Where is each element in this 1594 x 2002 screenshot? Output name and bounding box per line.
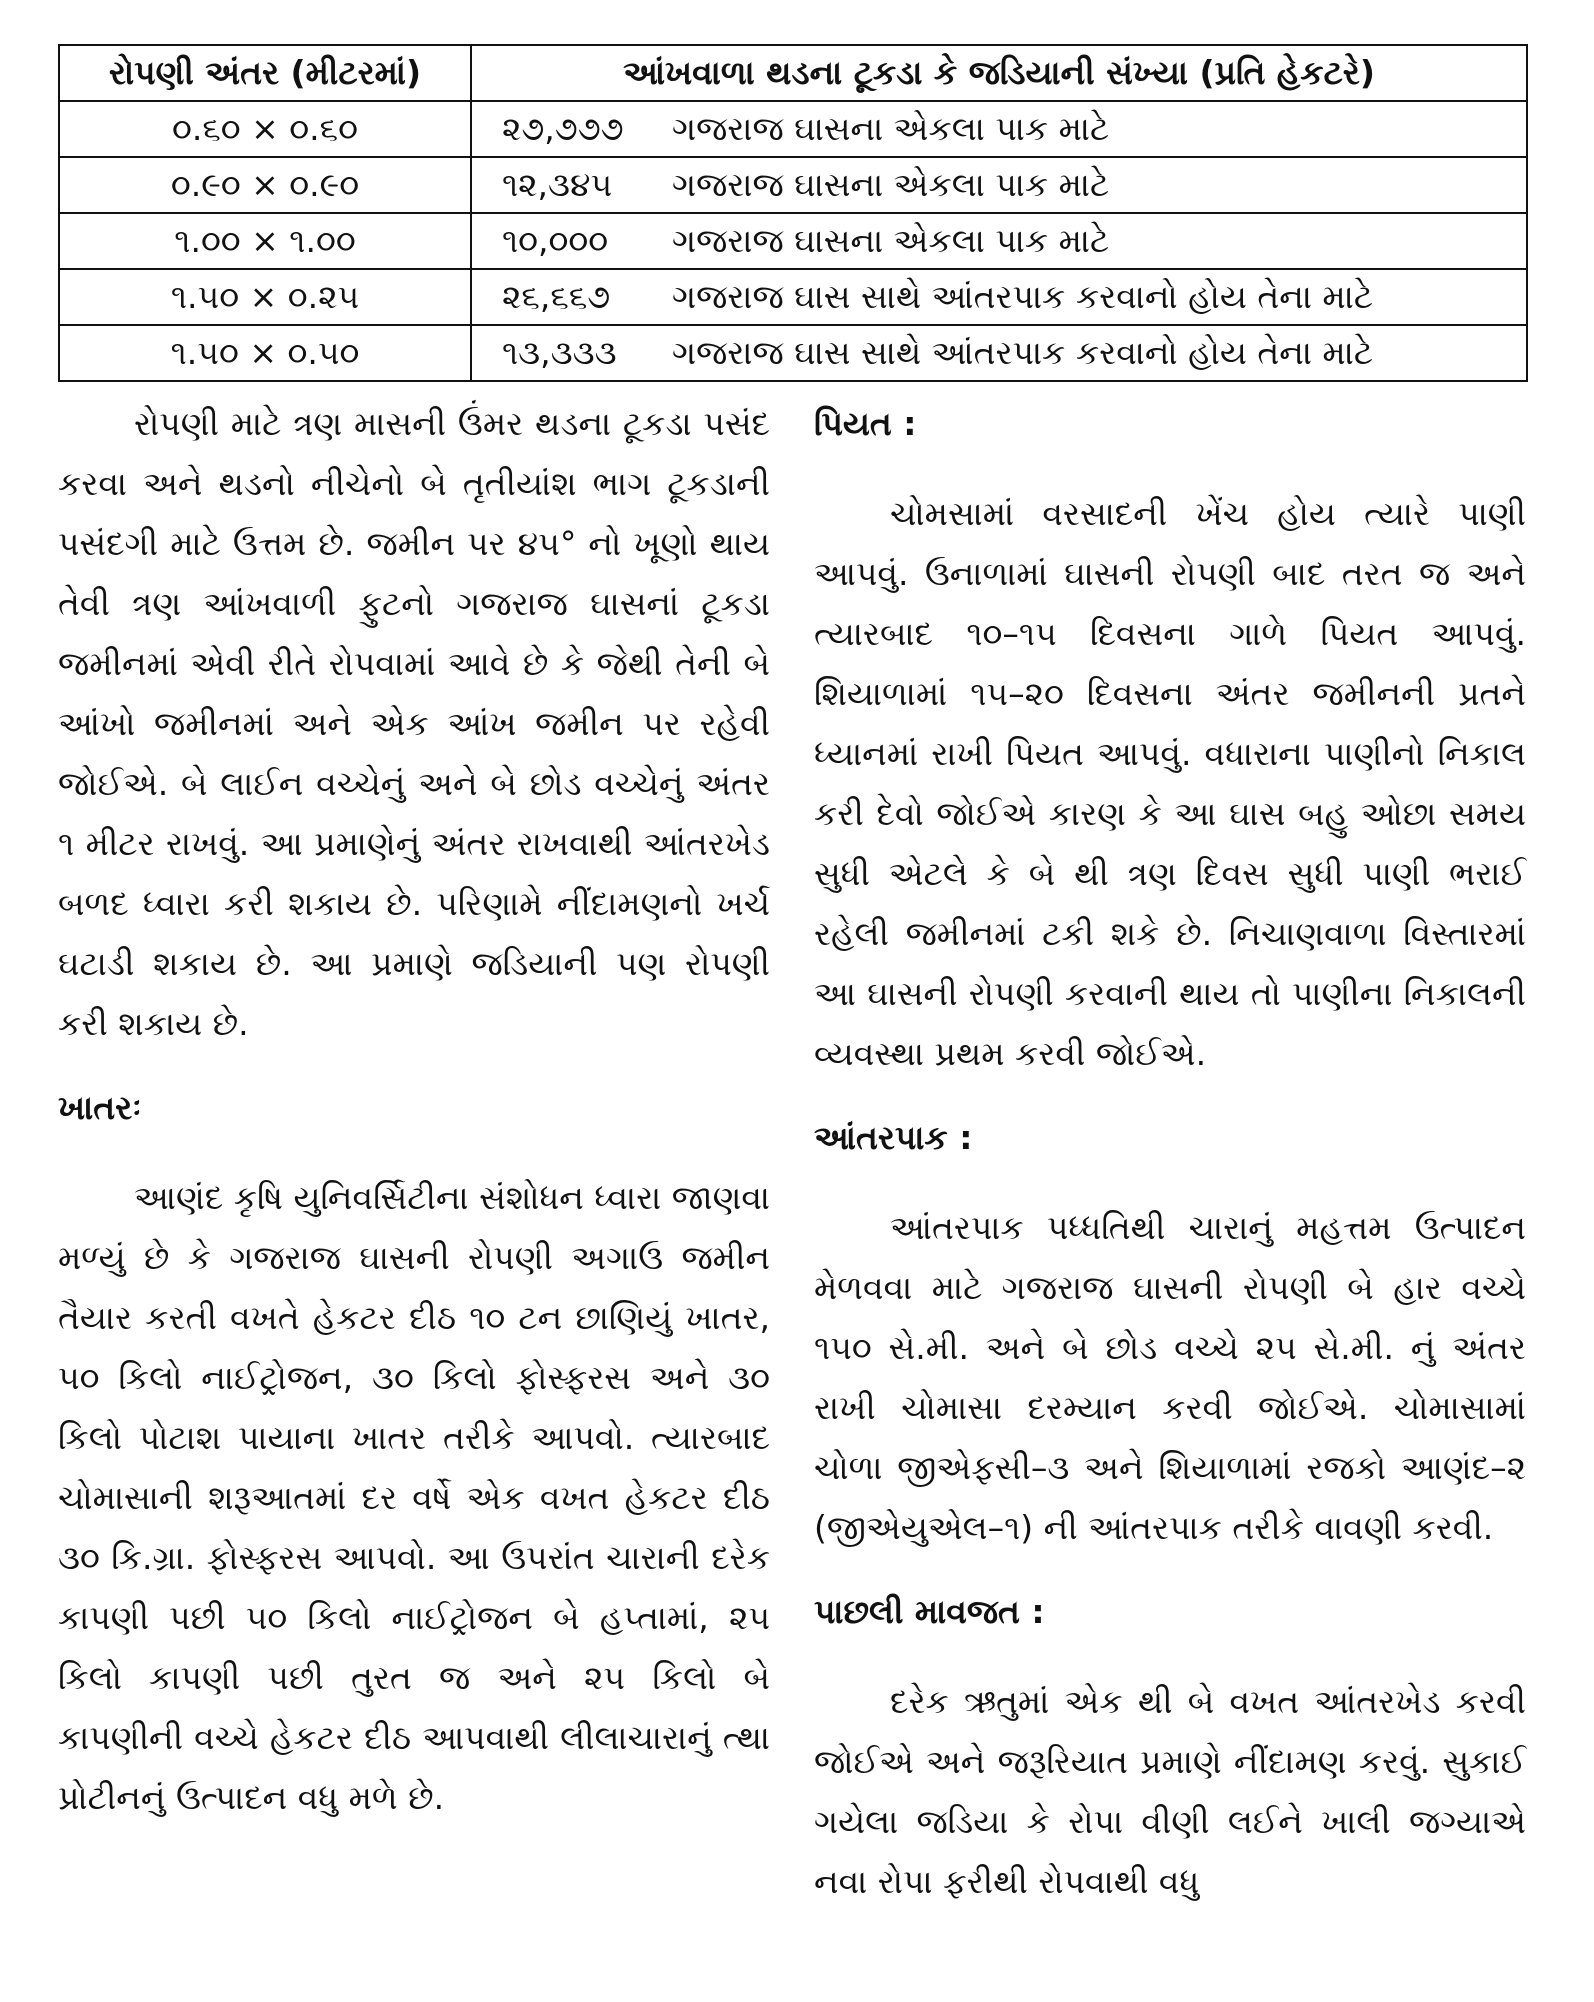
cell-count-note — [471, 269, 1527, 325]
cell-count-note — [471, 157, 1527, 213]
fertilizer-heading: ખાતરઃ — [58, 1088, 142, 1127]
intercrop-paragraph: આંતરપાક પધ્ધતિથી ચારાનું મહત્તમ ઉત્પાદન મેળવવા માટે ગજરાજ ઘાસની રોપણી બે હાર વચ્ચે ૧૫૦ સે.મી. અને બે છોડ વચ્ચે ૨૫ સે.મી. નું અંતર રાખી ચોમાસા દરમ્યાન કરવી જોઈએ. ચોમાસામાં ચોળા જીએફસી–૩ અને શિયાળામાં રજકો આણંદ–૨ (જીએયુએલ–૧) ની આંતરપાક તરીકે વાવણી કરવી. — [814, 1208, 1526, 1547]
cell-spacing: ૧.૫૦ × ૦.૫૦ — [59, 325, 471, 381]
table-row — [59, 325, 1527, 381]
right-column — [814, 394, 1526, 1912]
table-row — [59, 101, 1527, 157]
table-row — [59, 157, 1527, 213]
aftercare-heading: પાછલી માવજત : — [814, 1592, 1045, 1631]
left-column — [58, 394, 770, 1828]
spacing-table — [58, 44, 1528, 382]
irrigation-paragraph: ચોમસામાં વરસાદની ખેંચ હોય ત્યારે પાણી આપવું. ઉનાળામાં ઘાસની રોપણી બાદ તરત જ અને ત્યારબાદ ૧૦–૧૫ દિવસના ગાળે પિયત આપવું. શિયાળામાં ૧૫–૨૦ દિવસના અંતર જમીનની પ્રતને ધ્યાનમાં રાખી પિયત આપવું. વધારાના પાણીનો નિકાલ કરી દેવો જોઈએ કારણ કે આ ઘાસ બહુ ઓછા સમય સુધી એટલે કે બે થી ત્રણ દિવસ સુધી પાણી ભરાઈ રહેલી જમીનમાં ટકી શકે છે. નિચાણવાળા વિસ્તારમાં આ ઘાસની રોપણી કરવાની થાય તો પાણીના નિકાલની વ્યવસ્થા પ્રથમ કરવી જોઈએ. — [814, 494, 1526, 1073]
aftercare-paragraph: દરેક ઋતુમાં એક થી બે વખત આંતરખેડ કરવી જોઈએ અને જરૂરિયાત પ્રમાણે નીંદામણ કરવું. સુકાઈ ગયેલા જડિયા કે રોપા વીણી લઈને ખાલી જગ્યાએ નવા રોપા ફરીથી રોપવાથી વધુ — [814, 1682, 1526, 1901]
cell-count-note — [471, 101, 1527, 157]
cell-count: ૧૨,૩૪૫ — [502, 165, 613, 204]
cell-note: ગજરાજ ઘાસ સાથે આંતરપાક કરવાનો હોય તેના માટે — [672, 277, 1374, 316]
cell-spacing: ૧.૦૦ × ૧.૦૦ — [59, 213, 471, 269]
header-count: આંખવાળા થડના ટૂકડા કે જડિયાની સંખ્યા (પ્રતિ હેકટરે) — [471, 45, 1527, 101]
cell-count: ૧૩,૩૩૩ — [502, 333, 617, 372]
cell-count: ૨૭,૭૭૭ — [502, 109, 624, 148]
irrigation-heading: પિયત : — [814, 404, 917, 443]
cell-note: ગજરાજ ઘાસ સાથે આંતરપાક કરવાનો હોય તેના માટે — [672, 333, 1374, 372]
cell-count: ૨૬,૬૬૭ — [502, 277, 611, 316]
cell-note: ગજરાજ ઘાસના એકલા પાક માટે — [672, 165, 1110, 204]
cell-note: ગજરાજ ઘાસના એકલા પાક માટે — [672, 221, 1110, 260]
cell-count-note — [471, 325, 1527, 381]
table-row — [59, 213, 1527, 269]
cell-count: ૧૦,૦૦૦ — [502, 221, 609, 260]
cell-note: ગજરાજ ઘાસના એકલા પાક માટે — [672, 109, 1110, 148]
cell-spacing: ૧.૫૦ × ૦.૨૫ — [59, 269, 471, 325]
cell-spacing: ૦.૯૦ × ૦.૯૦ — [59, 157, 471, 213]
intercrop-heading: આંતરપાક : — [814, 1118, 973, 1157]
table-row — [59, 269, 1527, 325]
header-spacing: રોપણી અંતર (મીટરમાં) — [59, 45, 471, 101]
fertilizer-paragraph: આણંદ કૃષિ યુનિવર્સિટીના સંશોધન ધ્વારા જાણવા મળ્યું છે કે ગજરાજ ઘાસની રોપણી અગાઉ જમીન તૈયાર કરતી વખતે હેકટર દીઠ ૧૦ ટન છાણિયું ખાતર, ૫૦ કિલો નાઈટ્રોજન, ૩૦ કિલો ફોસ્ફરસ અને ૩૦ કિલો પોટાશ પાયાના ખાતર તરીકે આપવો. ત્યારબાદ ચોમાસાની શરૂઆતમાં દર વર્ષે એક વખત હેકટર દીઠ ૩૦ કિ.ગ્રા. ફોસ્ફરસ આપવો. આ ઉપરાંત ચારાની દરેક કાપણી પછી ૫૦ કિલો નાઈટ્રોજન બે હપ્તામાં, ૨૫ કિલો કાપણી પછી તુરત જ અને ૨૫ કિલો બે કાપણીની વચ્ચે હેકટર દીઠ આપવાથી લીલાચારાનું ત્થા પ્રોટીનનું ઉત્પાદન વધુ મળે છે. — [58, 1178, 770, 1817]
cell-count-note — [471, 213, 1527, 269]
table-header-row — [59, 45, 1527, 101]
cell-spacing: ૦.૬૦ × ૦.૬૦ — [59, 101, 471, 157]
planting-paragraph: રોપણી માટે ત્રણ માસની ઉંમર થડના ટૂકડા પસંદ કરવા અને થડનો નીચેનો બે તૃતીયાંશ ભાગ ટૂકડાની પસંદગી માટે ઉત્તમ છે. જમીન પર ૪૫° નો ખૂણો થાય તેવી ત્રણ આંખવાળી ફુટનો ગજરાજ ઘાસનાં ટૂકડા જમીનમાં એવી રીતે રોપવામાં આવે છે કે જેથી તેની બે આંખો જમીનમાં અને એક આંખ જમીન પર રહેવી જોઈએ. બે લાઈન વચ્ચેનું અને બે છોડ વચ્ચેનું અંતર ૧ મીટર રાખવું. આ પ્રમાણેનું અંતર રાખવાથી આંતરખેડ બળદ ધ્વારા કરી શકાય છે. પરિણામે નીંદામણનો ખર્ચ ઘટાડી શકાય છે. આ પ્રમાણે જડિયાની પણ રોપણી કરી શકાય છે. — [58, 404, 770, 1043]
